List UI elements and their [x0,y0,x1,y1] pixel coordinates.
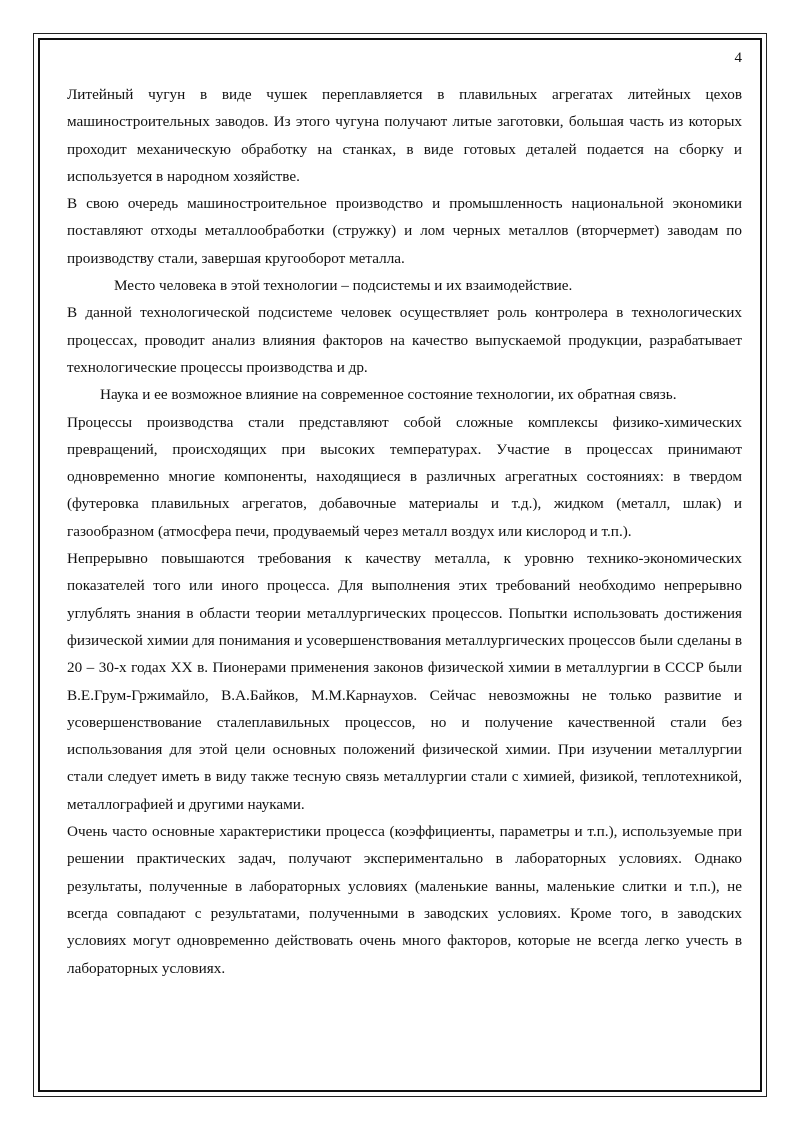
paragraph-human-role: В данной технологической подсистеме человек осуществляет роль контролера в технологических процессах, проводит анализ влияния факторов на качество выпускаемой продукции, разрабатывает технологические процессы производства и др. [67,304,742,376]
paragraph-metal-cycle: В свою очередь машиностроительное производство и промышленность национальной экономики поставляют отходы металлообработки (стружку) и лом черных металлов (вторчермет) заводам по производству стали, завершая кругооборот металла. [67,195,742,267]
section-heading-human-role: Место человека в этой технологии – подсистемы и их взаимодействие. [114,277,573,295]
section-heading-science: Наука и ее возможное влияние на современное состояние технологии, их обратная связь. [100,386,677,404]
paragraph-quality-requirements: Непрерывно повышаются требования к качеству металла, к уровню технико-экономических показателей того или иного процесса. Для выполнения этих требований необходимо непрерывно углублять знания в области теории металлургических процессов. Попытки использовать достижения физической химии для понимания и усовершенствования металлургических процессов были сделаны в 20 – 30-х годах XX в. Пионерами применения законов физической химии в металлургии в СССР были В.Е.Грум-Гржимайло, В.А.Байков, М.М.Карнаухов. Сейчас невозможны не только развитие и усовершенствование сталеплавильных процессов, но и получение качественной стали без использования для этой цели основных положений физической химии. При изучении металлургии стали следует иметь в виду также тесную связь металлургии стали с химией, физикой, теплотехникой, металлографией и другими науками. [67,550,742,813]
page-number: 4 [734,50,742,66]
paragraph-cast-iron: Литейный чугун в виде чушек переплавляется в плавильных агрегатах литейных цехов машиностроительных заводов. Из этого чугуна получают литые заготовки, большая часть из которых проходит механическую обработку на станках, в виде готовых деталей подается на сборку и используется в народном хозяйстве. [67,86,742,185]
paragraph-lab-conditions: Очень часто основные характеристики процесса (коэффициенты, параметры и т.п.), используемые при решении практических задач, получают экспериментально в лабораторных условиях. Однако результаты, полученные в лабораторных условиях (маленькие ванны, маленькие слитки и т.п.), не всегда совпадают с результатами, полученными в заводских условиях. Кроме того, в заводских условиях могут одновременно действовать очень много факторов, которые не всегда легко учесть в лабораторных условиях. [67,823,742,977]
document-body [67,81,742,982]
paragraph-steel-processes: Процессы производства стали представляют собой сложные комплексы физико-химических превращений, происходящих при высоких температурах. Участие в процессах принимают одновременно многие компоненты, находящиеся в различных агрегатных состояниях: в твердом (футеровка плавильных агрегатов, добавочные материалы и т.д.), жидком (металл, шлак) и газообразном (атмосфера печи, продуваемый через металл воздух или кислород и т.п.). [67,413,742,540]
